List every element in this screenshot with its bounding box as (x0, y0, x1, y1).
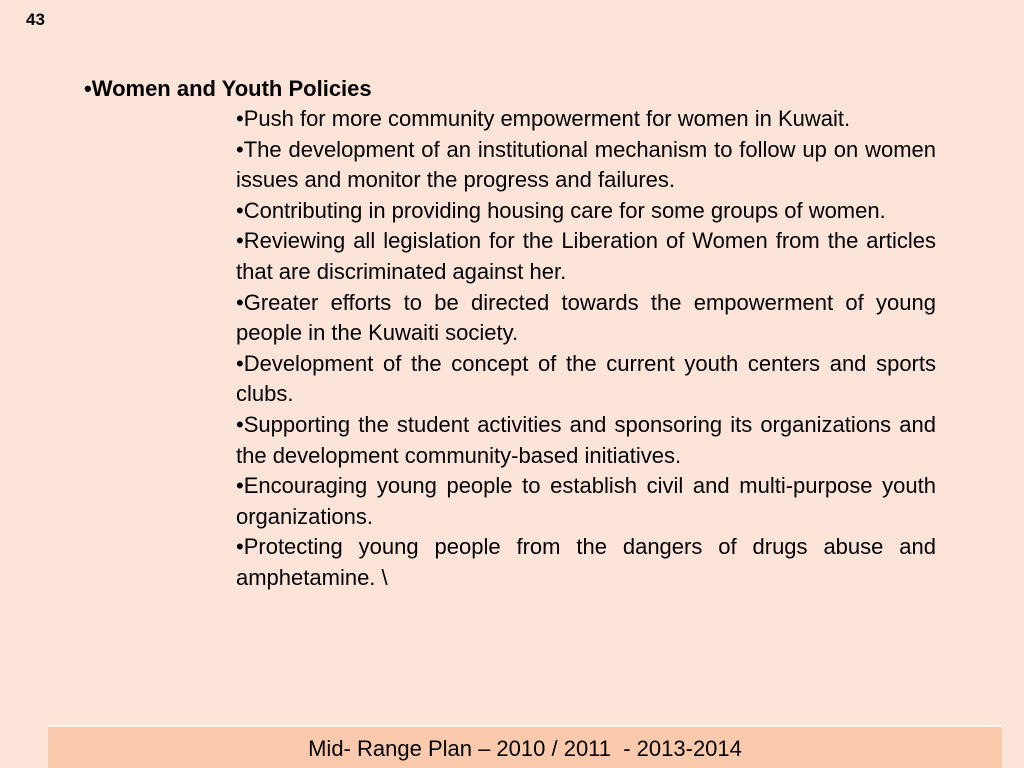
section-heading (84, 76, 372, 102)
policy-bullet-list (236, 104, 936, 594)
footer-text: Mid- Range Plan – 2010 / 2011 - 2013-2014 (308, 736, 742, 761)
policy-item: •Development of the concept of the current youth centers and sports clubs. (236, 350, 936, 407)
policy-item: •Push for more community empowerment for women in Kuwait. (236, 106, 851, 131)
slide-number: 43 (26, 10, 45, 29)
policy-item: •Protecting young people from the dangers of drugs abuse and amphetamine. \ (236, 534, 936, 590)
policy-item: •Contributing in providing housing care for some groups of women. (236, 197, 886, 223)
footer-bar (48, 725, 1002, 768)
policy-item: •Greater efforts to be directed towards the empowerment of young people in the Kuwaiti society. (236, 289, 936, 346)
policy-item: •The development of an institutional mechanism to follow up on women issues and monitor the progress and failures. (236, 136, 936, 193)
policy-item: •Supporting the student activities and sponsoring its organizations and the development community-based initiatives. (236, 411, 936, 468)
policy-item: •Encouraging young people to establish civil and multi-purpose youth organizations. (236, 473, 936, 529)
heading-bullet: • (84, 76, 92, 101)
policy-item: •Reviewing all legislation for the Liberation of Women from the articles that are discriminated against her. (236, 228, 936, 284)
heading-title: Women and Youth Policies (91, 76, 372, 101)
